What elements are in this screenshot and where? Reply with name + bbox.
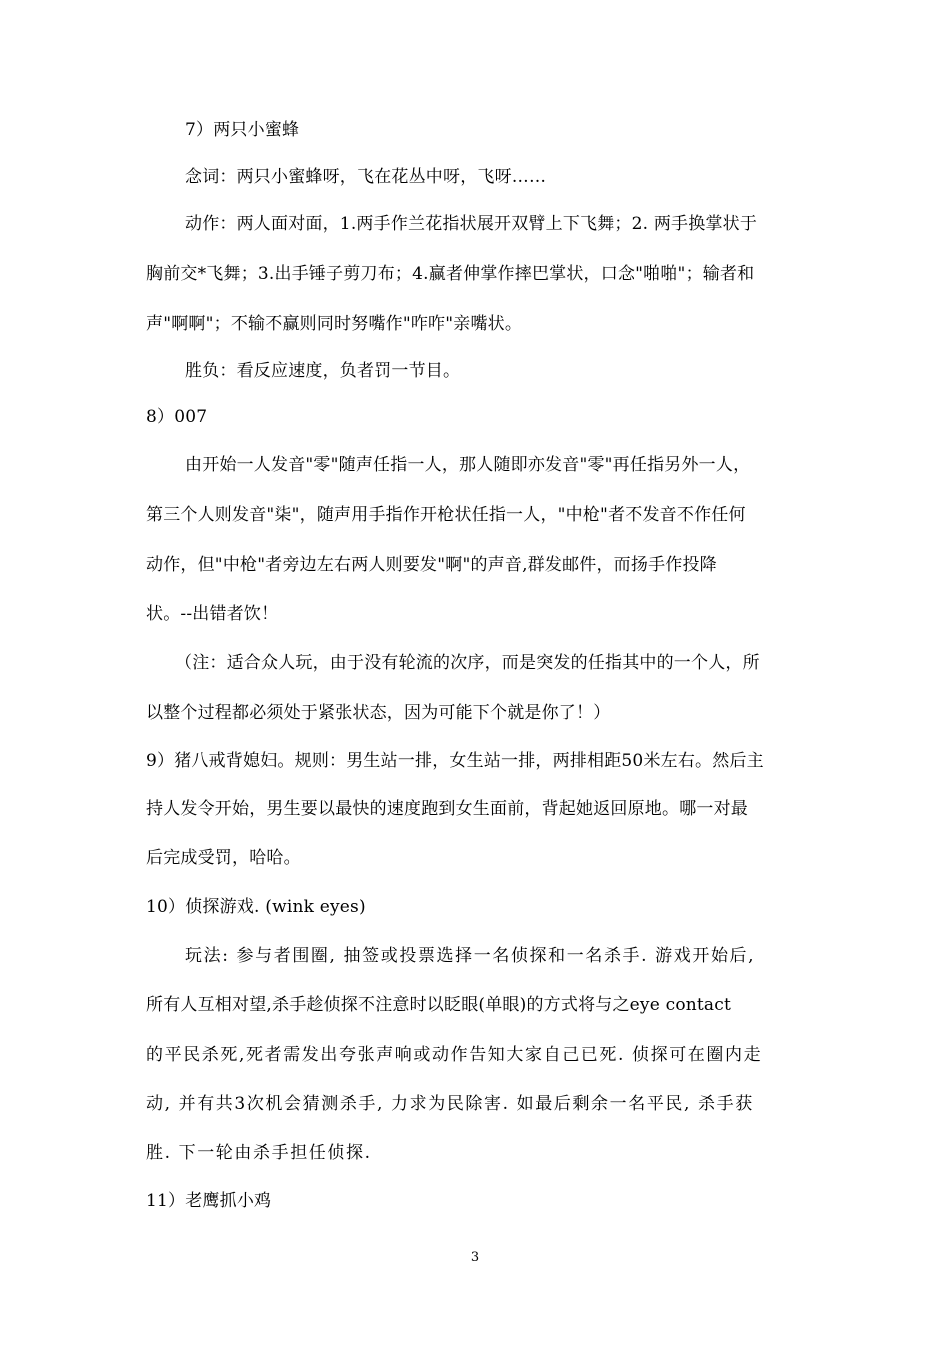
paragraph-detective-line-1: 玩法: 参与者围圈, 抽签或投票选择一名侦探和一名杀手. 游戏开始后, (185, 946, 756, 966)
heading-two-little-bees: 7）两只小蜜蜂 (185, 120, 300, 140)
heading-eagle-catches-chicks: 11）老鹰抓小鸡 (146, 1191, 272, 1211)
paragraph-chant: 念词：两只小蜜蜂呀，飞在花丛中呀，飞呀…… (185, 167, 547, 187)
paragraph-zhubajie-line-1: 9）猪八戒背媳妇。规则：男生站一排，女生站一排，两排相距50米左右。然后主 (146, 751, 764, 771)
paragraph-007-line-1: 由开始一人发音"零"随声任指一人，那人随即亦发音"零"再任指另外一人， (185, 455, 751, 475)
paragraph-detective-line-4: 动, 并有共3次机会猜测杀手, 力求为民除害. 如最后剩余一名平民, 杀手获 (146, 1094, 754, 1114)
paragraph-actions-line-2: 胸前交*飞舞；3.出手锤子剪刀布；4.赢者伸掌作摔巴掌状，口念"啪啪"；输者和 (146, 264, 755, 284)
paragraph-detective-line-3: 的平民杀死,死者需发出夸张声响或动作告知大家自己已死. 侦探可在圈内走 (146, 1045, 763, 1065)
paragraph-result: 胜负：看反应速度，负者罚一节目。 (185, 361, 461, 381)
paragraph-007-line-4: 状。--出错者饮！ (146, 604, 279, 624)
paragraph-detective-line-5: 胜. 下一轮由杀手担任侦探. (146, 1143, 372, 1163)
paragraph-zhubajie-line-3: 后完成受罚，哈哈。 (146, 848, 301, 868)
paragraph-note-line-2: 以整个过程都必须处于紧张状态，因为可能下个就是你了！） (146, 703, 611, 723)
heading-detective-game: 10）侦探游戏. (wink eyes) (146, 897, 366, 917)
heading-007: 8）007 (146, 407, 208, 427)
page-number: 3 (470, 1250, 480, 1265)
paragraph-zhubajie-line-2: 持人发令开始，男生要以最快的速度跑到女生面前，背起她返回原地。哪一对最 (146, 799, 748, 819)
paragraph-detective-line-2: 所有人互相对望,杀手趁侦探不注意时以眨眼(单眼)的方式将与之eye contact (146, 995, 732, 1015)
paragraph-007-line-3: 动作，但"中枪"者旁边左右两人则要发"啊"的声音,群发邮件，而扬手作投降 (146, 555, 717, 575)
paragraph-007-line-2: 第三个人则发音"柒"，随声用手指作开枪状任指一人，"中枪"者不发音不作任何 (146, 505, 746, 525)
paragraph-note-line-1: （注：适合众人玩，由于没有轮流的次序，而是突发的任指其中的一个人，所 (175, 653, 760, 673)
paragraph-actions-line-1: 动作：两人面对面，1.两手作兰花指状展开双臂上下飞舞；2. 两手换掌状于 (185, 214, 758, 234)
paragraph-actions-line-3: 声"啊啊"；不输不赢则同时努嘴作"咋咋"亲嘴状。 (146, 314, 523, 334)
